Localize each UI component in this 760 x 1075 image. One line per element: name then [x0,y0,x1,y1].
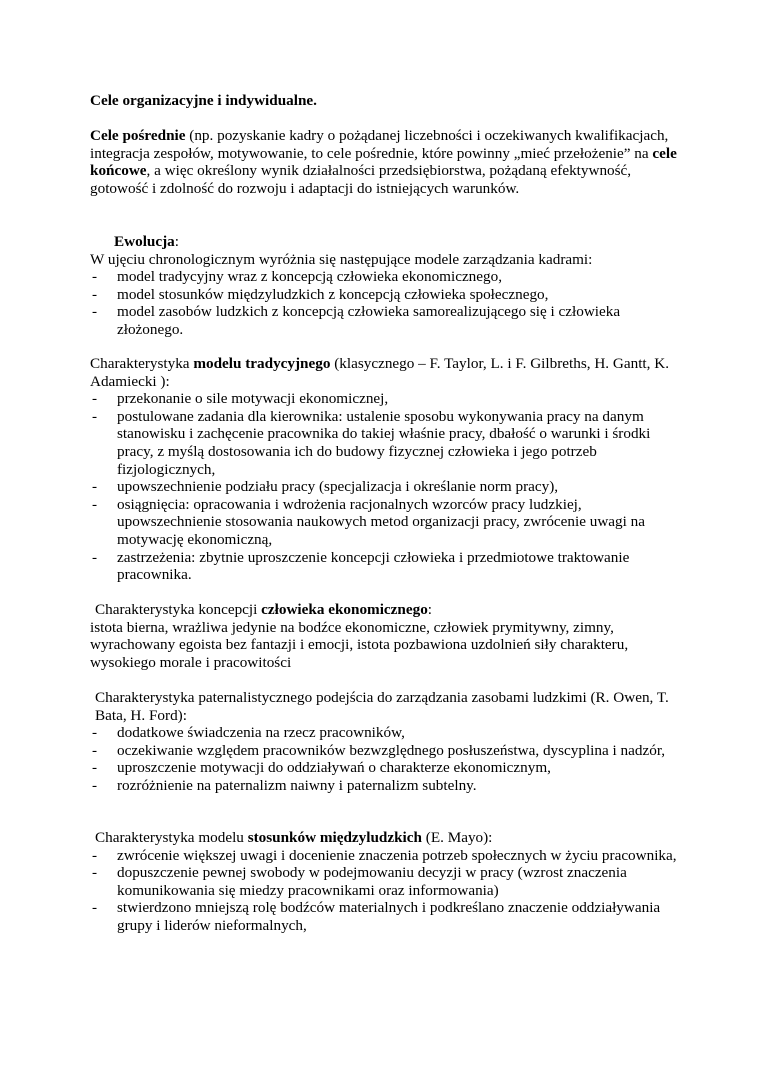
stosunki-miedzyludzkie-list [90,847,690,935]
list-item: - model zasobów ludzkich z koncepcją człowieka samorealizującego się i człowieka złożonego. [90,303,690,338]
list-item: - osiągnięcia: opracowania i wdrożenia racjonalnych wzorców pracy ludzkiej, upowszechnienie stosowania naukowych metod organizacji pracy, zwrócenie uwagi na motywację ekonomiczną, [90,496,690,549]
list-item: - model stosunków międzyludzkich z koncepcją człowieka społecznego, [90,286,690,304]
paternalizm-list [90,724,690,794]
czlowiek-ekonomiczny-section [90,601,690,671]
list-item: - uproszczenie motywacji do oddziaływań o charakterze ekonomicznym, [90,759,690,777]
cele-koncowe-term: cele końcowe [90,144,677,180]
model-tradycyjny-list [90,390,690,584]
czlowiek-ekonomiczny-heading: Charakterystyka koncepcji człowieka ekonomicznego: [95,601,433,618]
list-item: - zwrócenie większej uwagi i docenienie znaczenia potrzeb społecznych w życiu pracownika, [90,847,690,865]
ewolucja-section [90,233,690,339]
stosunki-miedzyludzkie-heading: Charakterystyka modelu stosunków międzyludzkich (E. Mayo): [95,829,493,846]
cele-paragraph: Cele pośrednie (np. pozyskanie kadry o pożądanej liczebności i oczekiwanych kwalifikacjach, integracja zespołów, motywowanie, to cele pośrednie, które powinny „mieć przełożenie” na cele końcowe, a więc określony wynik działalności przedsiębiorstwa, pożądaną efektywność, gotowość i zdolność do rozwoju i adaptacji do istniejących warunków. [90,127,677,197]
ewolucja-heading: Ewolucja: [114,233,179,250]
list-item: - rozróżnienie na paternalizm naiwny i paternalizm subtelny. [90,777,690,795]
list-item: - postulowane zadania dla kierownika: ustalenie sposobu wykonywania pracy na danym stanowisku i zachęcenie pracownika do takiej właśnie pracy, dbałość o warunki i środki pracy, z myślą dostosowania ich do budowy fizycznej człowieka i jego potrzeb fizjologicznych, [90,408,690,478]
list-item: - dodatkowe świadczenia na rzecz pracowników, [90,724,690,742]
list-item: - przekonanie o sile motywacji ekonomicznej, [90,390,690,408]
model-tradycyjny-section [90,355,690,584]
list-item: - zastrzeżenia: zbytnie uproszczenie koncepcji człowieka i przedmiotowe traktowanie pracownika. [90,549,690,584]
paternalizm-intro: Charakterystyka paternalistycznego podejścia do zarządzania zasobami ludzkimi (R. Owen, T. Bata, H. Ford): [95,689,669,724]
list-item: - upowszechnienie podziału pracy (specjalizacja i określanie norm pracy), [90,478,690,496]
document-title: Cele organizacyjne i indywidualne. [90,92,317,109]
list-item: - stwierdzono mniejszą rolę bodźców materialnych i podkreślano znaczenie oddziaływania grupy i liderów nieformalnych, [90,899,690,934]
ewolucja-list [90,268,690,338]
paternalizm-section [90,689,690,795]
czlowiek-ekonomiczny-text: istota bierna, wrażliwa jedynie na bodźce ekonomiczne, człowiek prymitywny, zimny, wyrachowany egoista bez fantazji i emocji, istota pozbawiona uzdolnień siły charakteru, wysokiego morale i pracowitości [90,618,629,671]
list-item: - oczekiwanie względem pracowników bezwzględnego posłuszeństwa, dyscyplina i nadzór, [90,742,690,760]
cele-posrednie-term: Cele pośrednie [90,127,186,144]
ewolucja-intro: W ujęciu chronologicznym wyróżnia się następujące modele zarządzania kadrami: [90,250,593,268]
list-item: - model tradycyjny wraz z koncepcją człowieka ekonomicznego, [90,268,690,286]
stosunki-miedzyludzkie-section [90,829,690,935]
model-tradycyjny-heading: Charakterystyka modelu tradycyjnego (klasycznego – F. Taylor, L. i F. Gilbreths, H. Gantt, K. Adamiecki ): [90,355,669,390]
list-item: - dopuszczenie pewnej swobody w podejmowaniu decyzji w pracy (wzrost znaczenia komunikowania się miedzy pracownikami oraz informowania) [90,864,690,899]
